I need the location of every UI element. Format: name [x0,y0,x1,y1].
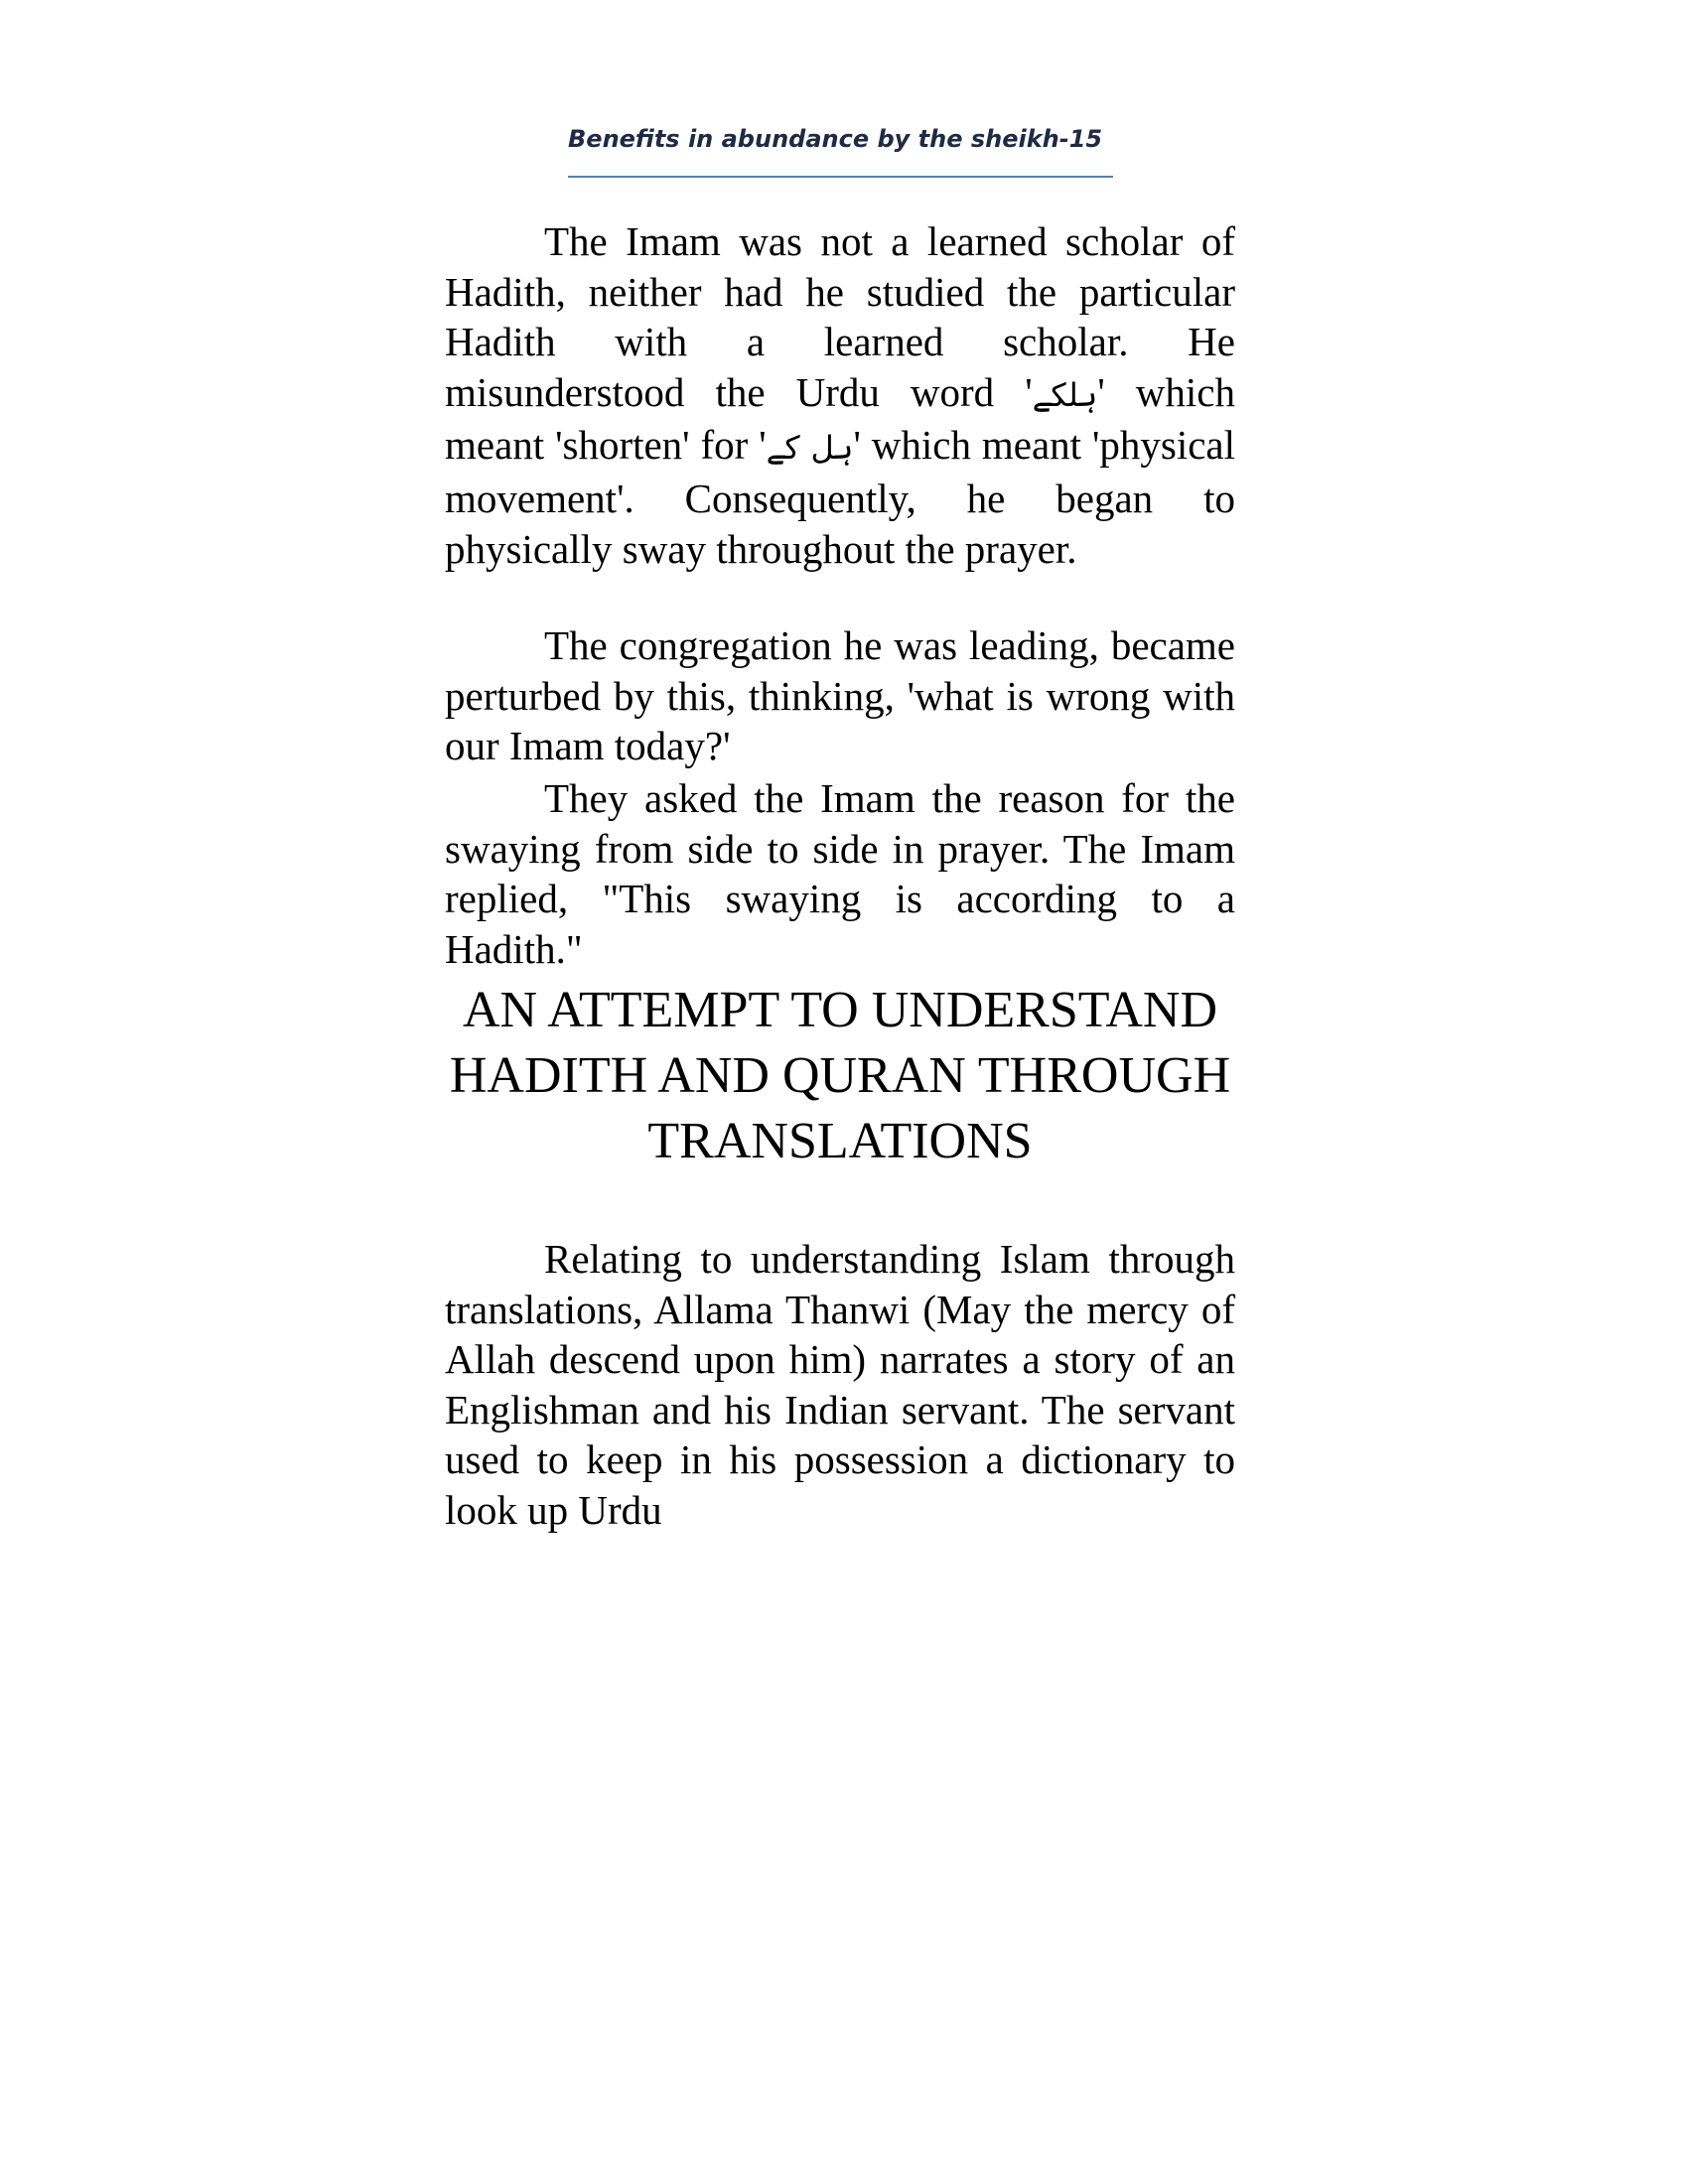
paragraph-3: They asked the Imam the reason for the swaying from side to side in prayer. The Imam replied, "This swaying is according to a Hadith." [445,775,1235,972]
paragraph-4: Relating to understanding Islam through translations, Allama Thanwi (May the mercy of Allah descend upon him) narrates a story of an Englishman and his Indian servant. The servant used to keep in his possession a dictionary to look up Urdu [445,1236,1235,1533]
running-header: Benefits in abundance by the sheikh-15 [568,125,1103,153]
urdu-word-hal-ke: ہل کے [766,429,854,468]
paragraph-block-3 [445,773,1235,974]
paragraph-1-text-c: ' which meant 'physical movement'. Consequently, he began to physically sway throughout the prayer. [445,422,1236,572]
paragraph-1-text-b: ' which meant 'shorten' for ' [445,368,1236,469]
paragraph-block-2 [445,620,1235,771]
header-divider [568,176,1113,178]
paragraph-1 [445,216,1235,574]
section-heading: AN ATTEMPT TO UNDERSTAND HADITH AND QURAN THROUGH TRANSLATIONS [449,982,1231,1169]
paragraph-block-1 [445,216,1235,574]
urdu-word-halke: ہلکے [1032,375,1098,414]
paragraph-1-text-a: The Imam was not a learned scholar of Hadith, neither had he studied the particular Hadith with a learned scholar. He misunderstood the Urdu word ' [445,218,1235,415]
paragraph-block-4 [445,1234,1235,1536]
paragraph-2: The congregation he was leading, became perturbed by this, thinking, 'what is wrong with our Imam today?' [445,622,1235,769]
